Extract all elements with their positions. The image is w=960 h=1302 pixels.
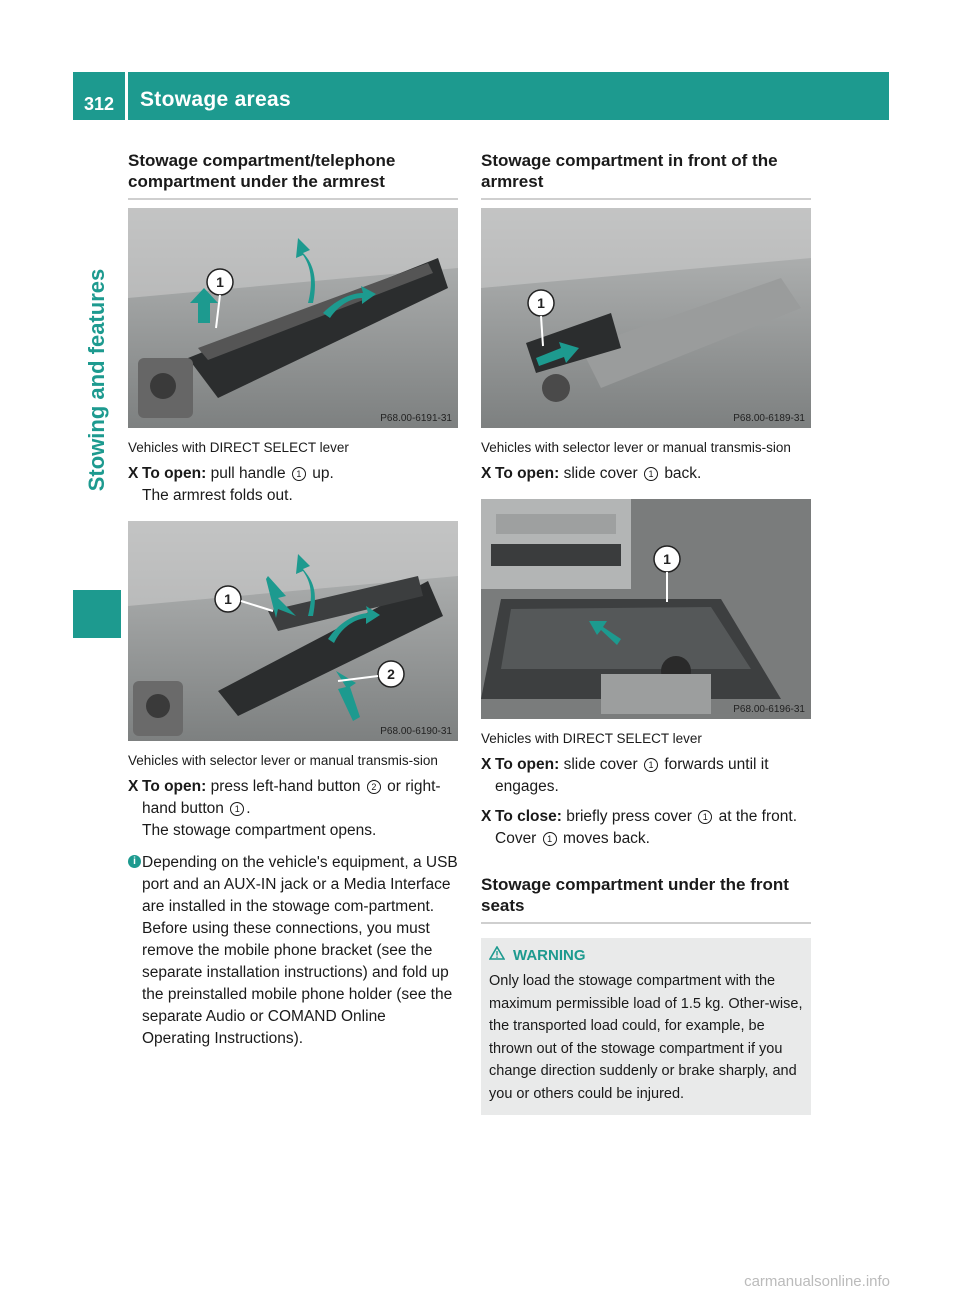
step-text: slide cover [563, 465, 638, 482]
step-label: To open: [142, 465, 207, 482]
step-arrow-icon: X [481, 808, 492, 825]
right-heading: Stowage compartment in front of the armrest [481, 150, 811, 200]
section-title: Stowage areas [140, 88, 291, 111]
step-text: up. [312, 465, 334, 482]
instruction-step [481, 754, 811, 798]
armrest-illustration [128, 208, 458, 428]
step-label: To open: [142, 778, 207, 795]
watermark: carmanualsonline.info [744, 1273, 890, 1290]
warning-triangle-icon [489, 946, 505, 966]
caption: Vehicles with DIRECT SELECT lever [481, 731, 702, 746]
step-label: To open: [495, 756, 560, 773]
photo-ref: P68.00-6196-31 [733, 704, 805, 715]
step-text: forwards until it engages. [495, 756, 769, 795]
info-note [128, 852, 458, 1050]
info-icon: i [128, 855, 141, 868]
step-result: moves back. [562, 830, 650, 847]
svg-text:1: 1 [224, 591, 232, 607]
ref-number: 2 [367, 780, 381, 794]
photo-ref: P68.00-6191-31 [380, 413, 452, 424]
header-separator [125, 72, 128, 120]
warning-title: WARNING [513, 947, 586, 964]
step-result: Cover [495, 830, 537, 847]
svg-text:1: 1 [663, 551, 671, 567]
step-text: slide cover [563, 756, 638, 773]
step-text: press left-hand button [210, 778, 361, 795]
step-label: To open: [495, 465, 560, 482]
step-text: . [246, 800, 251, 817]
instruction-step [481, 463, 811, 485]
ref-number: 1 [543, 832, 557, 846]
step-label: To close: [495, 808, 562, 825]
caption: Vehicles with DIRECT SELECT lever [128, 440, 349, 455]
step-arrow-icon: X [481, 756, 492, 773]
armrest-photo-manual [128, 521, 458, 741]
left-column [128, 150, 458, 1050]
center-console-illustration [481, 499, 811, 719]
step-arrow-icon: X [128, 465, 139, 482]
note-paragraph: Before using these connections, you must remove the mobile phone bracket (see the separate installation instructions) and fold up the preinstalled mobile phone holder (see the separate Audio or COMAND Online Operating Instructions). [142, 920, 453, 1047]
ref-number: 1 [644, 467, 658, 481]
photo-ref: P68.00-6190-31 [380, 726, 452, 737]
step-arrow-icon: X [128, 778, 139, 795]
step-result: The stowage compartment opens. [142, 822, 377, 839]
svg-text:1: 1 [216, 274, 224, 290]
front-compartment-photo-manual [481, 208, 811, 428]
side-tab-text: Stowing and features [84, 268, 109, 492]
side-tab-label [76, 180, 118, 580]
svg-text:2: 2 [387, 666, 395, 682]
right-column [481, 150, 811, 1115]
step-text: at the front. [718, 808, 798, 825]
front-compartment-photo-direct-select [481, 499, 811, 719]
side-tab-marker [73, 590, 121, 638]
ref-number: 1 [292, 467, 306, 481]
front-compartment-illustration [481, 208, 811, 428]
page-number: 312 [83, 94, 115, 114]
ref-number: 1 [644, 758, 658, 772]
step-text: pull handle [210, 465, 286, 482]
ref-number: 1 [230, 802, 244, 816]
note-paragraph: Depending on the vehicle's equipment, a USB port and an AUX-IN jack or a Media Interface are installed in the stowage com-partment. [142, 854, 458, 915]
warning-box [481, 938, 811, 1115]
armrest-buttons-illustration [128, 521, 458, 741]
step-result: The armrest folds out. [142, 487, 293, 504]
left-heading: Stowage compartment/telephone compartment under the armrest [128, 150, 458, 200]
instruction-step [128, 776, 458, 820]
step-text: back. [664, 465, 702, 482]
instruction-step [481, 806, 811, 850]
instruction-step [128, 463, 458, 485]
caption: Vehicles with selector lever or manual transmis-sion [481, 440, 791, 455]
step-text: briefly press cover [566, 808, 692, 825]
warning-text: Only load the stowage compartment with the maximum permissible load of 1.5 kg. Other-wise, the transported load could, for example, be thrown out of the stowage compartment if you change direction suddenly or brake sharply, and you or others could be injured. [489, 973, 803, 1102]
svg-text:1: 1 [537, 295, 545, 311]
photo-ref: P68.00-6189-31 [733, 413, 805, 424]
under-seat-heading: Stowage compartment under the front seats [481, 874, 811, 924]
caption: Vehicles with selector lever or manual transmis-sion [128, 753, 438, 768]
armrest-photo-direct-select [128, 208, 458, 428]
ref-number: 1 [698, 810, 712, 824]
step-arrow-icon: X [481, 465, 492, 482]
step-text: or right-hand button [142, 778, 441, 817]
warning-header [489, 946, 803, 966]
